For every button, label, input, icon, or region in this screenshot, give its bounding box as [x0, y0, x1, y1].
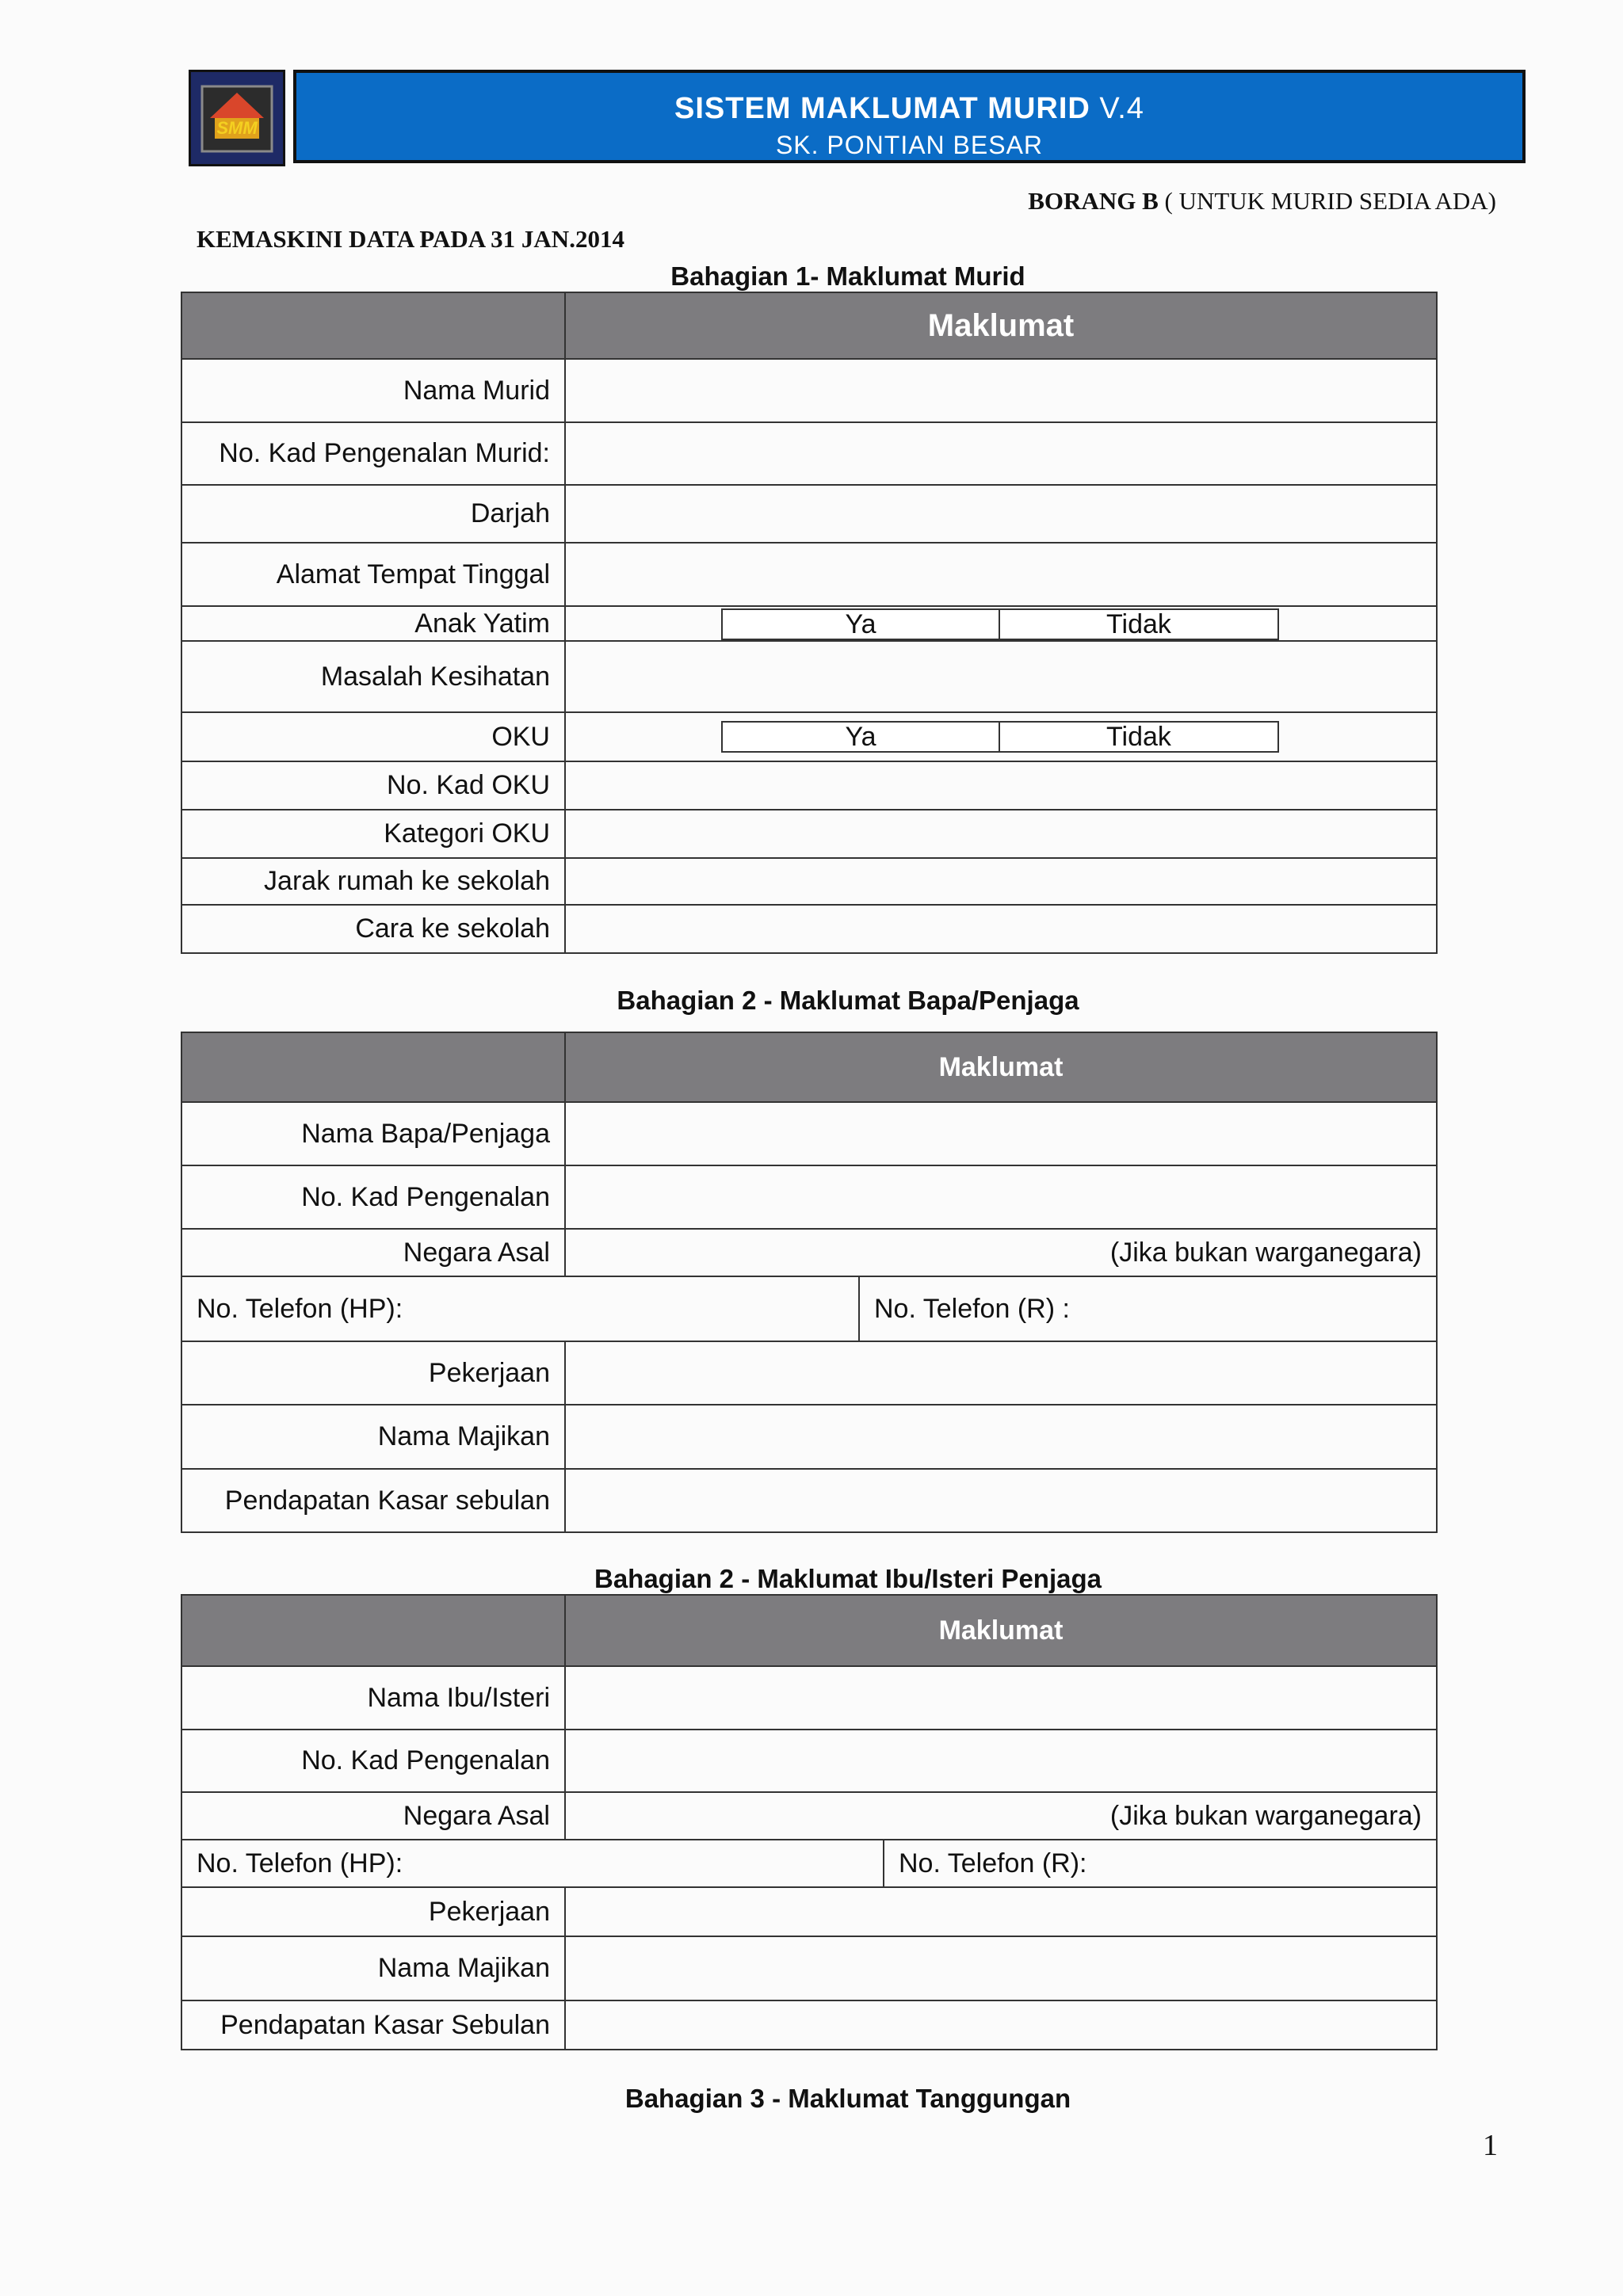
field-telefon-r-ibu[interactable]: No. Telefon (R): [884, 1840, 1437, 1887]
header-empty-cell [181, 292, 565, 359]
anak-yatim-tidak-option[interactable]: Tidak [1106, 609, 1171, 639]
row-pekerjaan-bapa [181, 1341, 1437, 1405]
school-name: SK. PONTIAN BESAR [775, 131, 1044, 159]
header-maklumat: Maklumat [565, 1595, 1437, 1666]
label-pekerjaan-ibu: Pekerjaan [181, 1887, 565, 1936]
update-note: KEMASKINI DATA PADA 31 JAN.2014 [197, 225, 624, 253]
label-pendapatan-ibu: Pendapatan Kasar Sebulan [181, 2000, 565, 2050]
field-telefon-r-bapa[interactable]: No. Telefon (R) : [859, 1276, 1437, 1341]
row-telefon-ibu [181, 1840, 1437, 1887]
label-ic-bapa: No. Kad Pengenalan [181, 1165, 565, 1229]
label-oku: OKU [181, 712, 565, 761]
field-majikan-bapa[interactable] [565, 1405, 1437, 1469]
label-negara-ibu: Negara Asal [181, 1792, 565, 1840]
header-empty-cell [181, 1032, 565, 1102]
label-majikan-ibu: Nama Majikan [181, 1936, 565, 2000]
banner-title-line [296, 92, 1522, 126]
field-telefon-hp-ibu[interactable]: No. Telefon (HP): [181, 1840, 884, 1887]
label-negara-bapa: Negara Asal [181, 1229, 565, 1276]
row-cara [181, 905, 1437, 953]
header-empty-cell [181, 1595, 565, 1666]
field-nama-ibu[interactable] [565, 1666, 1437, 1730]
table-header-row [181, 1032, 1437, 1102]
field-kad-oku[interactable] [565, 761, 1437, 810]
field-pekerjaan-bapa[interactable] [565, 1341, 1437, 1405]
table-header-row [181, 292, 1437, 359]
label-nama-murid: Nama Murid [181, 359, 565, 422]
field-cara[interactable] [565, 905, 1437, 953]
mother-info-table [181, 1594, 1438, 2050]
row-telefon-bapa [181, 1276, 1437, 1341]
label-pekerjaan-bapa: Pekerjaan [181, 1341, 565, 1405]
section-1-title: Bahagian 1- Maklumat Murid [670, 261, 1025, 291]
label-nama-ibu: Nama Ibu/Isteri [181, 1666, 565, 1730]
anak-yatim-options [721, 608, 1279, 640]
row-alamat [181, 543, 1437, 606]
anak-yatim-ya-option[interactable]: Ya [723, 610, 1000, 639]
header-maklumat: Maklumat [565, 292, 1437, 359]
father-info-table [181, 1032, 1438, 1533]
row-pendapatan-bapa [181, 1469, 1437, 1532]
system-title: SISTEM MAKLUMAT MURID [674, 92, 1090, 125]
form-code: BORANG B [1028, 187, 1159, 215]
section-2-title: Bahagian 2 - Maklumat Bapa/Penjaga [617, 986, 1079, 1015]
row-kategori-oku [181, 810, 1437, 858]
label-ic-murid: No. Kad Pengenalan Murid: [181, 422, 565, 485]
field-nama-murid[interactable] [565, 359, 1437, 422]
row-darjah [181, 485, 1437, 543]
label-alamat: Alamat Tempat Tinggal [181, 543, 565, 606]
page-number: 1 [1483, 2129, 1498, 2162]
field-ic-ibu[interactable] [565, 1730, 1437, 1792]
field-telefon-hp-bapa[interactable]: No. Telefon (HP): [181, 1276, 859, 1341]
label-masalah-kesihatan: Masalah Kesihatan [181, 641, 565, 712]
logo-text: SMM [216, 118, 258, 138]
row-nama-ibu [181, 1666, 1437, 1730]
row-pekerjaan-ibu [181, 1887, 1437, 1936]
oku-ya-option[interactable]: Ya [723, 723, 1000, 751]
label-darjah: Darjah [181, 485, 565, 543]
row-majikan-ibu [181, 1936, 1437, 2000]
row-ic-ibu [181, 1730, 1437, 1792]
row-kad-oku [181, 761, 1437, 810]
label-jarak: Jarak rumah ke sekolah [181, 858, 565, 905]
row-negara-bapa [181, 1229, 1437, 1276]
row-majikan-bapa [181, 1405, 1437, 1469]
note-negara-ibu[interactable]: (Jika bukan warganegara) [565, 1792, 1437, 1840]
row-pendapatan-ibu [181, 2000, 1437, 2050]
oku-tidak-option[interactable]: Tidak [1106, 722, 1171, 752]
label-kad-oku: No. Kad OKU [181, 761, 565, 810]
field-pendapatan-ibu[interactable] [565, 2000, 1437, 2050]
field-nama-bapa[interactable] [565, 1102, 1437, 1165]
system-version: V.4 [1099, 92, 1144, 125]
label-anak-yatim: Anak Yatim [181, 606, 565, 641]
row-jarak [181, 858, 1437, 905]
school-logo [189, 70, 285, 166]
field-masalah-kesihatan[interactable] [565, 641, 1437, 712]
section-3-title: Bahagian 2 - Maklumat Ibu/Isteri Penjaga [594, 1564, 1102, 1593]
field-pekerjaan-ibu[interactable] [565, 1887, 1437, 1936]
field-kategori-oku[interactable] [565, 810, 1437, 858]
table-header-row [181, 1595, 1437, 1666]
row-masalah-kesihatan [181, 641, 1437, 712]
field-ic-murid[interactable] [565, 422, 1437, 485]
header-maklumat: Maklumat [565, 1032, 1437, 1102]
field-pendapatan-bapa[interactable] [565, 1469, 1437, 1532]
form-type-note: ( UNTUK MURID SEDIA ADA) [1164, 187, 1496, 215]
label-ic-ibu: No. Kad Pengenalan [181, 1730, 565, 1792]
field-ic-bapa[interactable] [565, 1165, 1437, 1229]
label-nama-bapa: Nama Bapa/Penjaga [181, 1102, 565, 1165]
row-nama-bapa [181, 1102, 1437, 1165]
field-majikan-ibu[interactable] [565, 1936, 1437, 2000]
form-type [1028, 187, 1496, 215]
row-nama-murid [181, 359, 1437, 422]
row-ic-bapa [181, 1165, 1437, 1229]
section-4-title: Bahagian 3 - Maklumat Tanggungan [624, 2084, 1071, 2113]
field-jarak[interactable] [565, 858, 1437, 905]
field-alamat[interactable] [565, 543, 1437, 606]
label-kategori-oku: Kategori OKU [181, 810, 565, 858]
note-negara-bapa[interactable]: (Jika bukan warganegara) [565, 1229, 1437, 1276]
system-banner [293, 70, 1526, 163]
row-ic-murid [181, 422, 1437, 485]
label-majikan-bapa: Nama Majikan [181, 1405, 565, 1469]
field-darjah[interactable] [565, 485, 1437, 543]
label-pendapatan-bapa: Pendapatan Kasar sebulan [181, 1469, 565, 1532]
label-cara: Cara ke sekolah [181, 905, 565, 953]
row-negara-ibu [181, 1792, 1437, 1840]
oku-options [721, 721, 1279, 753]
